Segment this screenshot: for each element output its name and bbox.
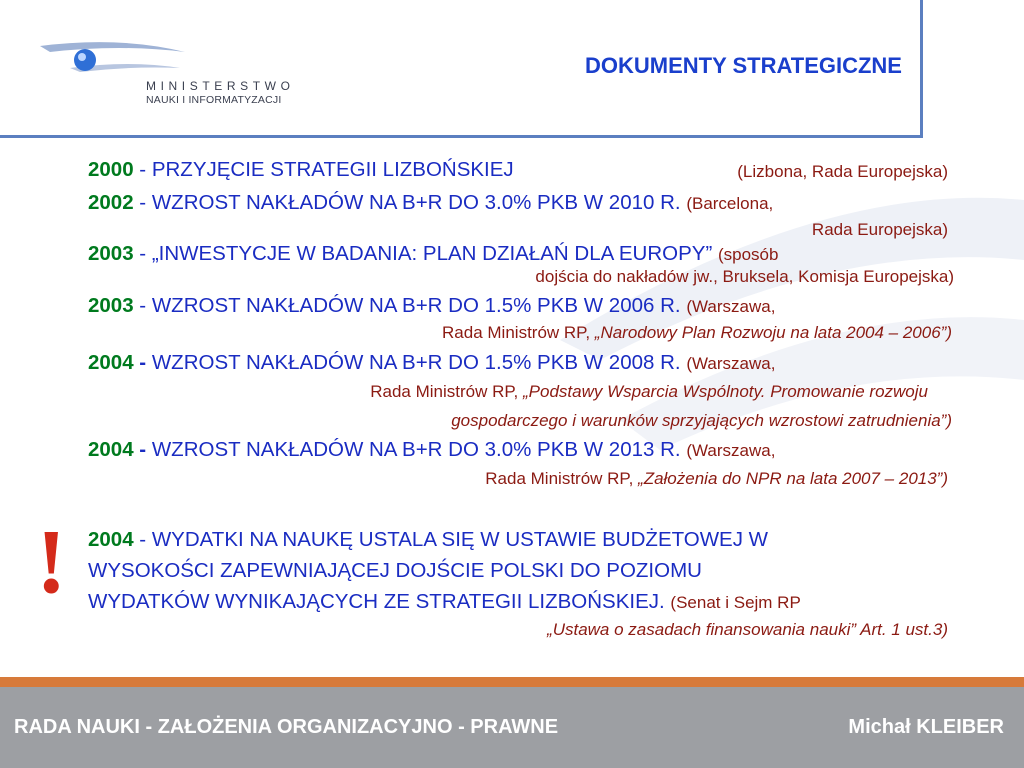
- highlight-line-2: WYSOKOŚCI ZAPEWNIAJĄCEJ DOJŚCIE POLSKI DO POZIOMU: [88, 559, 702, 582]
- entry-separator: -: [133, 351, 152, 374]
- footer-author: Michał KLEIBER: [848, 716, 1004, 738]
- entry-note: (Barcelona,: [686, 194, 774, 213]
- entry-2004-2013: [88, 438, 775, 462]
- entry-year: 2002: [88, 191, 134, 214]
- entry-note: (Warszawa,: [686, 354, 776, 373]
- entry-title: WZROST NAKŁADÓW NA B+R DO 3.0% PKB W 2010 R.: [151, 191, 681, 214]
- entry-year: 2000: [88, 158, 134, 181]
- entry-separator: -: [133, 438, 152, 461]
- entry-2002-note-cont: Rada Europejska): [811, 220, 948, 239]
- header-panel: [0, 0, 923, 138]
- note-source: Rada Ministrów RP,: [442, 323, 595, 342]
- entry-year: 2004: [88, 351, 134, 374]
- entry-title: WZROST NAKŁADÓW NA B+R DO 3.0% PKB W 2013 R.: [151, 438, 681, 461]
- highlight-line-3: [88, 590, 801, 614]
- entry-2004-2008-note-cont: [370, 382, 928, 402]
- entry-2004-2008: [88, 351, 775, 375]
- ministry-logo: [40, 38, 340, 118]
- footer-title: RADA NAUKI - ZAŁOŻENIA ORGANIZACYJNO - PRAWNE: [14, 716, 559, 738]
- note-source: Rada Ministrów RP,: [485, 469, 639, 488]
- entry-2003-plan: [88, 242, 778, 266]
- entry-title: WZROST NAKŁADÓW NA B+R DO 1.5% PKB W 2006 R.: [151, 294, 681, 317]
- highlight-line-1: [88, 528, 768, 552]
- entry-note: (Warszawa,: [686, 297, 776, 316]
- entry-title: WZROST NAKŁADÓW NA B+R DO 1.5% PKB W 2008 R.: [151, 351, 681, 374]
- entry-2003-plan-note-cont: dojścia do nakładów jw., Bruksela, Komisja Europejska): [535, 267, 954, 286]
- entry-note: (sposób: [717, 245, 779, 264]
- entry-2004-2008-note-cont2: gospodarczego i warunków sprzyjających wzrostowi zatrudnienia”): [451, 411, 952, 430]
- entry-separator: -: [133, 191, 152, 214]
- logo-text-ministry-name: NAUKI I INFORMATYZACJI: [146, 94, 282, 106]
- entry-title: „INWESTYCJE W BADANIA: PLAN DZIAŁAŃ DLA EUROPY”: [151, 242, 713, 265]
- highlight-text: WYDATKÓW WYNIKAJĄCYCH ZE STRATEGII LIZBOŃSKIEJ.: [88, 590, 665, 613]
- exclamation-mark: !: [36, 510, 67, 612]
- entry-2000-note: (Lizbona, Rada Europejska): [737, 162, 948, 181]
- entry-separator: -: [133, 294, 152, 317]
- note-document: „Narodowy Plan Rozwoju na lata 2004 – 2006”): [594, 323, 952, 342]
- entry-separator: -: [133, 242, 152, 265]
- entry-2004-2013-note-cont: [485, 469, 948, 489]
- footer-stripe: [0, 677, 1024, 687]
- entry-separator: -: [133, 528, 152, 551]
- entry-year: 2003: [88, 294, 134, 317]
- entry-2003-warszawa: [88, 294, 775, 318]
- logo-text-ministerstwo: MINISTERSTWO: [146, 79, 295, 93]
- highlight-note-cont: „Ustawa o zasadach finansowania nauki” Art. 1 ust.3): [547, 620, 948, 639]
- entry-2000: [88, 158, 514, 182]
- note-source: Rada Ministrów RP,: [370, 382, 523, 401]
- entry-year: 2003: [88, 242, 134, 265]
- note-document: „Podstawy Wsparcia Wspólnoty. Promowanie rozwoju: [523, 382, 928, 401]
- highlight-text: WYDATKI NA NAUKĘ USTALA SIĘ W USTAWIE BUDŻETOWEJ W: [151, 528, 769, 551]
- entry-year: 2004: [88, 438, 134, 461]
- entry-title: PRZYJĘCIE STRATEGII LIZBOŃSKIEJ: [151, 158, 514, 181]
- entry-year: 2004: [88, 528, 134, 551]
- entry-note: (Warszawa,: [686, 441, 776, 460]
- entry-2003-warszawa-note-cont: [442, 323, 952, 343]
- entry-separator: -: [133, 158, 152, 181]
- note-document: „Założenia do NPR na lata 2007 – 2013”): [638, 469, 948, 488]
- highlight-note: (Senat i Sejm RP: [670, 593, 801, 612]
- page-title: DOKUMENTY STRATEGICZNE: [585, 53, 902, 78]
- entry-2002: [88, 191, 773, 215]
